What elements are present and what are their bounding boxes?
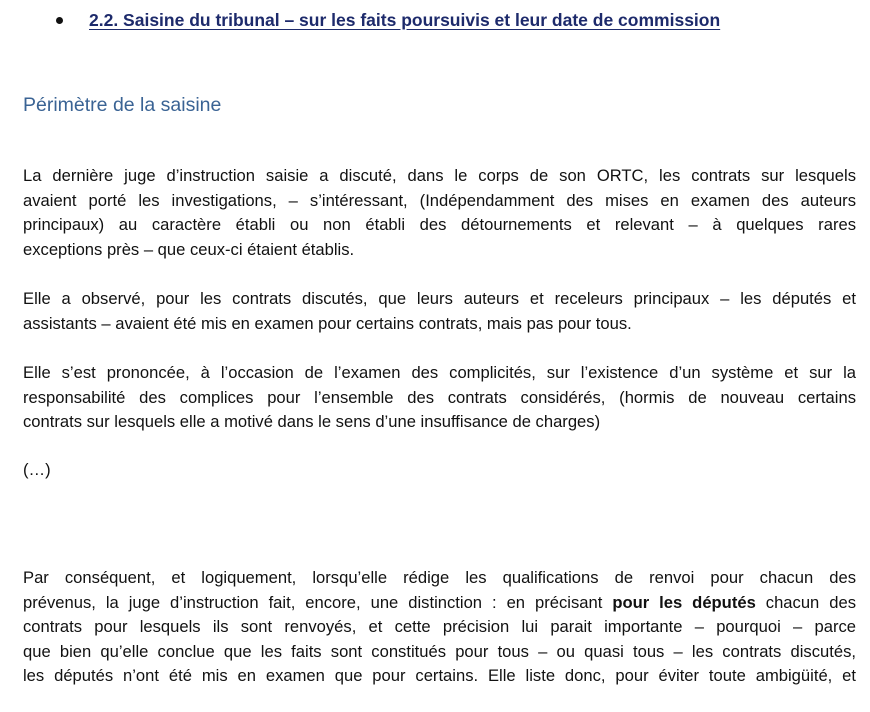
paragraph-line: principaux) au caractère établi ou non établi des détournements et relevant – à quelques rares	[23, 215, 856, 234]
paragraph-line: Par conséquent, et logiquement, lorsqu’elle rédige les qualifications de renvoi pour chacun des	[23, 568, 856, 587]
bullet-icon	[56, 17, 63, 24]
paragraph-line: avaient porté les investigations, – s’intéressant, (Indépendamment des mises en examen des auteurs	[23, 190, 856, 210]
paragraph-line: contrats sur lesquels elle a motivé dans le sens d’une insuffisance de charges)	[23, 412, 601, 431]
paragraph-3	[23, 361, 856, 435]
paragraph-4	[23, 566, 856, 689]
text-run: chacun des	[755, 592, 856, 612]
paragraph-line: assistants – avaient été mis en examen pour certains contrats, mais pas pour tous.	[23, 313, 632, 333]
emphasis-deputes: pour les députés	[612, 592, 756, 612]
text-run: prévenus, la juge d’instruction fait, encore, une distinction : en précisant	[23, 592, 613, 612]
section-heading-text: 2.2. Saisine du tribunal – sur les faits poursuivis et leur date de commission	[89, 10, 721, 30]
paragraph-line: Elle s’est prononcée, à l’occasion de l’examen des complicités, sur l’existence d’un système et sur la	[23, 363, 856, 382]
paragraph-line: que bien qu’elle conclue que les faits sont constitués pour tous – ou quasi tous – les contrats discutés,	[23, 641, 856, 661]
subheading: Périmètre de la saisine	[23, 94, 222, 116]
paragraph-2	[23, 287, 856, 336]
paragraph-line: responsabilité des complices pour l’ensemble des contrats considérés, (hormis de nouveau certains	[23, 387, 856, 407]
paragraph-line: les députés n’ont été mis en examen que pour certains. Elle liste donc, pour éviter toute ambigüité, et	[23, 666, 856, 685]
paragraph-line: exceptions près – que ceux-ci étaient établis.	[23, 239, 355, 259]
paragraph-1	[23, 164, 856, 262]
paragraph-line: La dernière juge d’instruction saisie a discuté, dans le corps de son ORTC, les contrats sur lesquels	[23, 166, 856, 185]
ellipsis-marker: (…)	[23, 460, 51, 479]
section-heading	[56, 10, 720, 31]
paragraph-line: Elle a observé, pour les contrats discutés, que leurs auteurs et receleurs principaux – les députés et	[23, 289, 856, 308]
paragraph-line: contrats pour lesquels ils sont renvoyés, et cette précision lui parait importante – pourquoi – parce	[23, 617, 856, 636]
paragraph-line-with-emphasis	[23, 591, 856, 616]
